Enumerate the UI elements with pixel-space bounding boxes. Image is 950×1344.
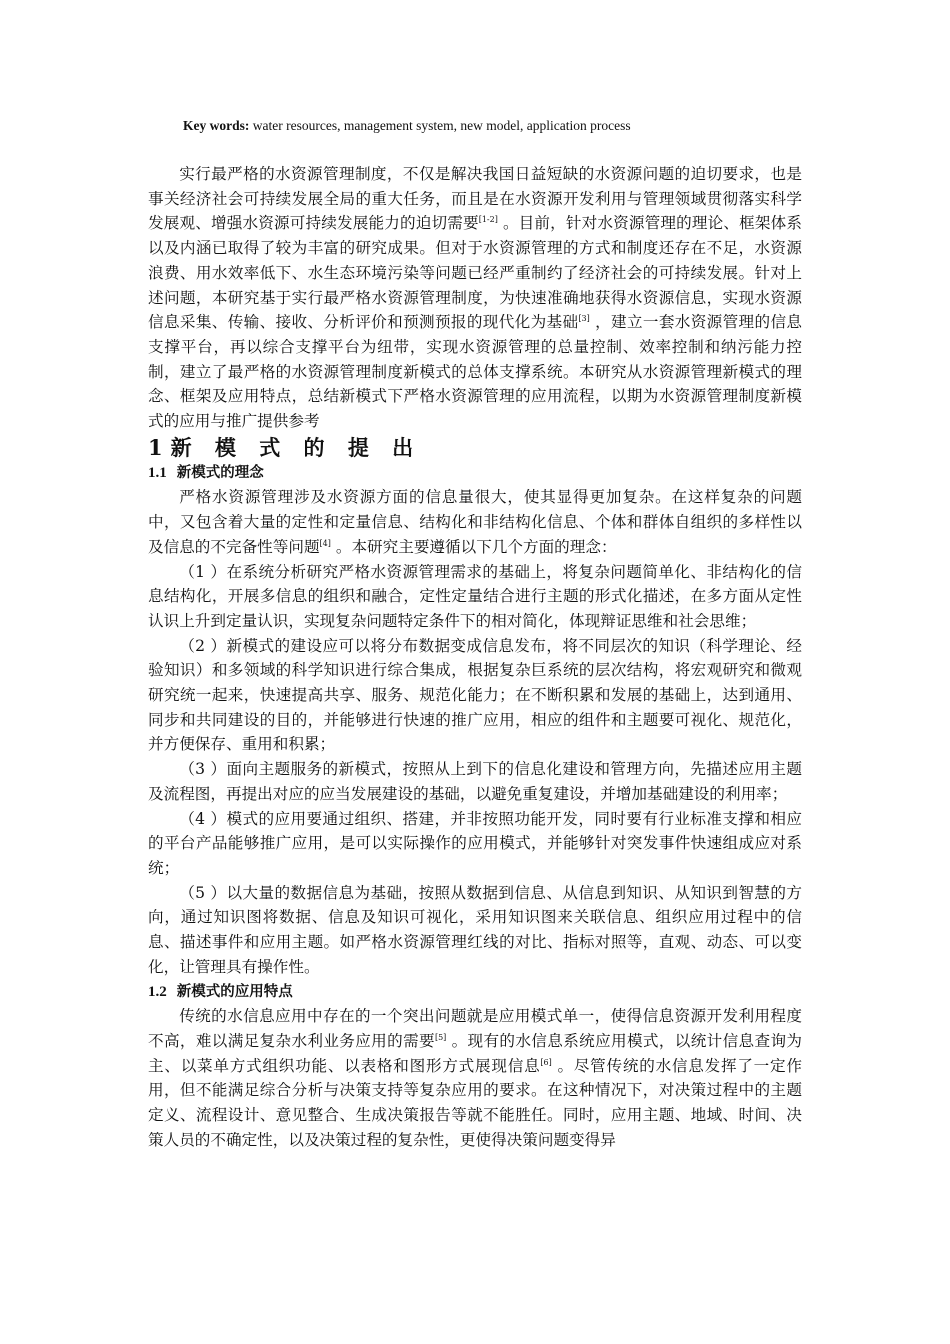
paragraph-text-3: 。尽管传统的水信息发挥了一定作用，但不能满足综合分析与决策支持等复杂应用的要求。在这种情况下，对决策过程中的主题定义、流程设计、意见整合、生成决策报告等就不能胜任。同时，应用主题、地域、时间、决策人员的不确定性，以及决策过程的复杂性，更使得决策问题变得异 [148,1056,802,1149]
section-number: 1.2 [148,983,167,1000]
citation: [6] [540,1057,552,1067]
citation: [3] [578,314,590,324]
list-item-3: （3 ）面向主题服务的新模式，按照从上到下的信息化建设和管理方向，先描述应用主题及流程图，再提出对应的应当发展建设的基础，以避免重复建设，并增加基础建设的利用率； [148,760,802,803]
section-1-2-paragraph [148,1004,802,1152]
intro-text-1: 实行最严格的水资源管理制度，不仅是解决我国日益短缺的水资源问题的迫切要求，也是事关经济社会可持续发展全局的重大任务，而且是在水资源开发利用与管理领域贯彻落实科学发展观、增强水资源可持续发展能力的迫切需要 [148,165,802,233]
section-1-1-heading [148,461,802,486]
paragraph-text-1: 严格水资源管理涉及水资源方面的信息量很大，使其显得更加复杂。在这样复杂的问题中，又包含着大量的定性和定量信息、结构化和非结构化信息、个体和群体自组织的多样性以及信息的不完备性等问题 [148,488,802,556]
list-item-4: （4 ）模式的应用要通过组织、搭建，并非按照功能开发，同时要有行业标准支撑和相应的平台产品能够推广应用，是可以实际操作的应用模式，并能够针对突发事件快速组成应对系统； [148,809,802,877]
list-item-2: （2 ）新模式的建设应可以将分布数据变成信息发布，将不同层次的知识（科学理论、经验知识）和多领域的科学知识进行综合集成，根据复杂巨系统的层次结构，将宏观研究和微观研究统一起来，快速提高共享、服务、规范化能力；在不断积累和发展的基础上，达到通用、同步和共同建设的目的，并能够进行快速的推广应用，相应的组件和主题要可视化、规范化，并方便保存、重用和积累； [148,636,802,754]
keywords-line [183,118,631,134]
list-item-1: （1 ）在系统分析研究严格水资源管理需求的基础上，将复杂问题简单化、非结构化的信息结构化，开展多信息的组织和融合，定性定量结合进行主题的形式化描述，在多方面从定性认识上升到定量认识，实现复杂问题特定条件下的相对简化，体现辩证思维和社会思维； [148,562,802,630]
keywords-text: water resources, management system, new model, application process [249,118,631,133]
keywords-label: Key words: [183,118,250,133]
intro-text-2: 。目前，针对水资源管理的理论、框架体系以及内涵已取得了较为丰富的研究成果。但对于水资源管理的方式和制度还存在不足，水资源浪费、用水效率低下、水生态环境污染等问题已经严重制约了经济社会的可持续发展。针对上述问题，本研究基于实行最严格水资源管理制度，为快速准确地获得水资源信息，实现水资源信息采集、传输、接收、分析评价和预测预报的现代化为基础 [148,214,802,332]
citation: [1-2] [478,215,498,225]
intro-text-3: ，建立一套水资源管理的信息支撑平台，再以综合支撑平台为纽带，实现水资源管理的总量控制、效率控制和纳污能力控制，建立了最严格的水资源管理制度新模式的总体支撑系统。本研究从水资源管理新模式的理念、框架及应用特点，总结新模式下严格水资源管理的应用流程，以期为水资源管理制度新模式的应用与推广提供参考 [148,313,802,431]
section-title: 新模式的应用特点 [176,983,293,1000]
list-item-5: （5 ）以大量的数据信息为基础，按照从数据到信息、从信息到知识、从知识到智慧的方向，通过知识图将数据、信息及知识可视化，采用知识图来关联信息、组织应用过程中的信息、描述事件和应用主题。如严格水资源管理红线的对比、指标对照等，直观、动态、可以变化，让管理具有操作性。 [148,883,802,976]
citation: [5] [434,1032,447,1042]
section-1-heading: 1新 模 式 的 提 出 [148,434,422,460]
intro-paragraph [148,162,802,434]
citation: [4] [319,538,331,548]
section-1-2-heading [148,980,802,1005]
paragraph-text-2: 。现有的水信息系统应用模式，以统计信息查询为主、以菜单方式组织功能、以表格和图形方式展现信息 [148,1031,802,1075]
body-text [148,162,802,1152]
paragraph-text-2: 。本研究主要遵循以下几个方面的理念： [330,537,617,556]
section-title: 新模式的理念 [176,464,264,481]
section-number: 1.1 [148,464,167,481]
section-1-1-paragraph [148,485,802,559]
paragraph-text-1: 传统的水信息应用中存在的一个突出问题就是应用模式单一，使得信息资源开发利用程度不高，难以满足复杂水利业务应用的需要 [148,1007,802,1050]
